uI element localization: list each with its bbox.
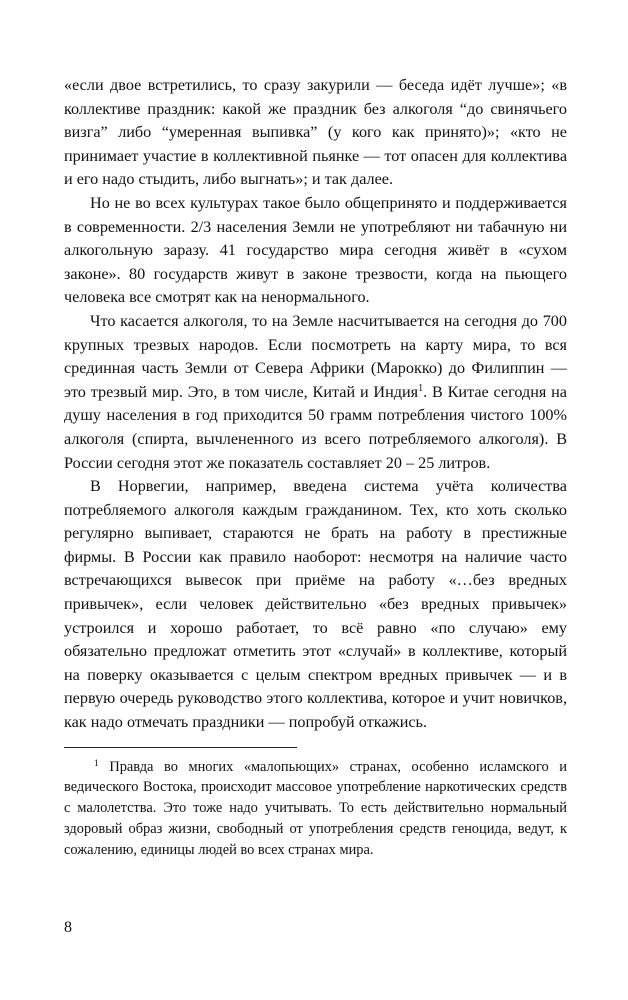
footnote-text: Правда во многих «малопьющих» странах, особенно исламского и ведического Востока, происходит массовое употребление наркотических средств с малолетства. Это тоже надо учитывать. То есть действительно нормальный здоровый образ жизни, свободный от употребления средств геноцида, ведут, к сожалению, единицы людей во всех странах мира. [64, 758, 567, 858]
footnote-marker: 1 [94, 758, 99, 769]
footnote-reference[interactable]: 1 [418, 382, 424, 394]
footnote-divider [64, 747, 297, 748]
paragraph-2: Но не во всех культурах такое было общепринято и поддерживается в современности. 2/3 населения Земли не употребляют ни табачную ни алкогольную заразу. 41 государство мира сегодня живёт в «сухом законе». 80 государств живут в законе трезвости, когда на пьющего человека все смотрят как на ненормального. [64, 193, 567, 307]
paragraph-3-part-2: . В Китае сегодня на душу населения в год приходится 50 грамм потребления чистого 100% алкоголя (спирта, вычлененного из всего потребляемого алкоголя). В России сегодня этот же показатель составляет 20 – 25 литров. [64, 382, 567, 472]
paragraph-3-part-1: Что касается алкоголя, то на Земле насчитывается на сегодня до 700 крупных трезвых народов. Если посмотреть на карту мира, то вся срединная часть Земли от Севера Африки (Марокко) до Филиппин — это трезвый мир. Это, в том числе, Китай и Индия [64, 311, 567, 401]
page-content [64, 74, 567, 861]
paragraph-1: «если двое встретились, то сразу закурили — беседа идёт лучше»; «в коллективе праздник: какой же праздник без алкоголя “до свинячьего визга” либо “умеренная выпивка” (у кого как принято)»; «кто не принимает участие в коллективной пьянке — тот опасен для коллектива и его надо стыдить, либо выгнать»; и так далее. [64, 76, 567, 189]
page-number: 8 [64, 919, 72, 936]
paragraph-4: В Норвегии, например, введена система учёта количества потребляемого алкоголя каждым гражданином. Тех, кто хоть сколько регулярно выпивает, стараются не брать на работу в престижные фирмы. В России как правило наоборот: несмотря на наличие часто встречающихся вывесок при приёме на работу «…без вредных привычек», если человек действительно «без вредных привычек» устроился и хорошо работает, то всё равно «по случаю» ему обязательно предложат отметить этот «случай» в коллективе, который на поверку оказывается с целым спектром вредных привычек — и в первую очередь руководство этого коллектива, которое и учит новичков, как надо отмечать праздники — попробуй откажись. [64, 477, 567, 732]
footnote [64, 757, 567, 861]
paragraph-3 [64, 310, 567, 475]
main-text [64, 74, 567, 735]
